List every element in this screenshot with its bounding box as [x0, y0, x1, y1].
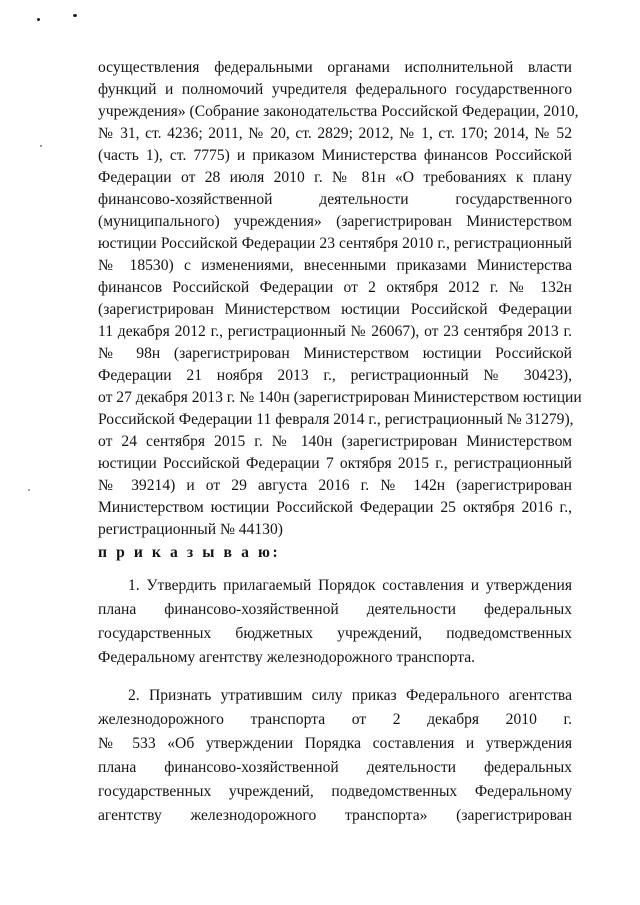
item-2-line: железнодорожного транспорта от 2 декабря 2010 г. — [98, 711, 572, 728]
paragraph-1-line: 11 декабря 2012 г., регистрационный № 26067), от 23 сентября 2013 г. — [98, 323, 572, 340]
paragraph-1-line: юстиции Российской Федерации 23 сентября 2010 г., регистрационный — [98, 235, 572, 252]
paragraph-1-line: (муниципального) учреждения» (зарегистрирован Министерством — [98, 213, 572, 230]
paragraph-1-line: Министерством юстиции Российской Федерации 25 октября 2016 г., — [98, 499, 572, 516]
paragraph-1-line: юстиции Российской Федерации 7 октября 2015 г., регистрационный — [98, 455, 572, 472]
paragraph-1-line: осуществления федеральными органами исполнительной власти — [98, 59, 572, 76]
paragraph-1-line: от 27 декабря 2013 г. № 140н (зарегистрирован Министерством юстиции — [98, 389, 582, 406]
item-1-line: государственных бюджетных учреждений, подведомственных — [98, 625, 572, 642]
item-1-line: 1. Утвердить прилагаемый Порядок составления и утверждения — [128, 577, 572, 594]
paragraph-1-line: финансов Российской Федерации от 2 октября 2012 г. № 132н — [98, 279, 572, 296]
paragraph-1-line: учреждения» (Собрание законодательства Российской Федерации, 2010, — [98, 103, 579, 120]
paragraph-1-line: № 39214) и от 29 августа 2016 г. № 142н (зарегистрирован — [98, 477, 572, 494]
paragraph-1-line: № 98н (зарегистрирован Министерством юстиции Российской — [98, 345, 572, 362]
item-2-line: агентству железнодорожного транспорта» (зарегистрирован — [98, 807, 572, 824]
item-2-line: 2. Признать утратившим силу приказ Федерального агентства — [128, 687, 572, 704]
order-word: п р и к а з ы в а ю: — [98, 544, 281, 561]
paragraph-1-line: финансово-хозяйственной деятельности государственного — [98, 191, 572, 208]
paragraph-1-line: (зарегистрирован Министерством юстиции Российской Федерации — [98, 301, 572, 318]
scan-speck — [40, 145, 42, 147]
paragraph-1-line: № 31, ст. 4236; 2011, № 20, ст. 2829; 2012, № 1, ст. 170; 2014, № 52 — [98, 125, 572, 142]
paragraph-1-line: Российской Федерации 11 февраля 2014 г., регистрационный № 31279), — [98, 411, 574, 428]
paragraph-1-line: функций и полномочий учредителя федерального государственного — [98, 81, 572, 98]
paragraph-1-line: регистрационный № 44130) — [98, 521, 283, 538]
paragraph-1-line: Федерации 21 ноября 2013 г., регистрационный № 30423), — [98, 367, 572, 384]
item-2-line: № 533 «Об утверждении Порядка составления и утверждения — [98, 735, 572, 752]
paragraph-1-line: от 24 сентября 2015 г. № 140н (зарегистрирован Министерством — [98, 433, 572, 450]
item-2-line: государственных учреждений, подведомственных Федеральному — [98, 783, 572, 800]
item-1-line: плана финансово-хозяйственной деятельности федеральных — [98, 601, 572, 618]
item-1-line: Федеральному агентству железнодорожного транспорта. — [98, 649, 476, 666]
item-2-line: плана финансово-хозяйственной деятельности федеральных — [98, 759, 572, 776]
paragraph-1-line: (часть 1), ст. 7775) и приказом Министерства финансов Российской — [98, 147, 572, 164]
paragraph-1-line: Федерации от 28 июля 2010 г. № 81н «О требованиях к плану — [98, 169, 572, 186]
paragraph-1-line: № 18530) с изменениями, внесенными приказами Министерства — [98, 257, 572, 274]
scan-speck — [73, 14, 77, 17]
scan-speck — [37, 18, 40, 21]
scan-speck — [28, 489, 30, 491]
